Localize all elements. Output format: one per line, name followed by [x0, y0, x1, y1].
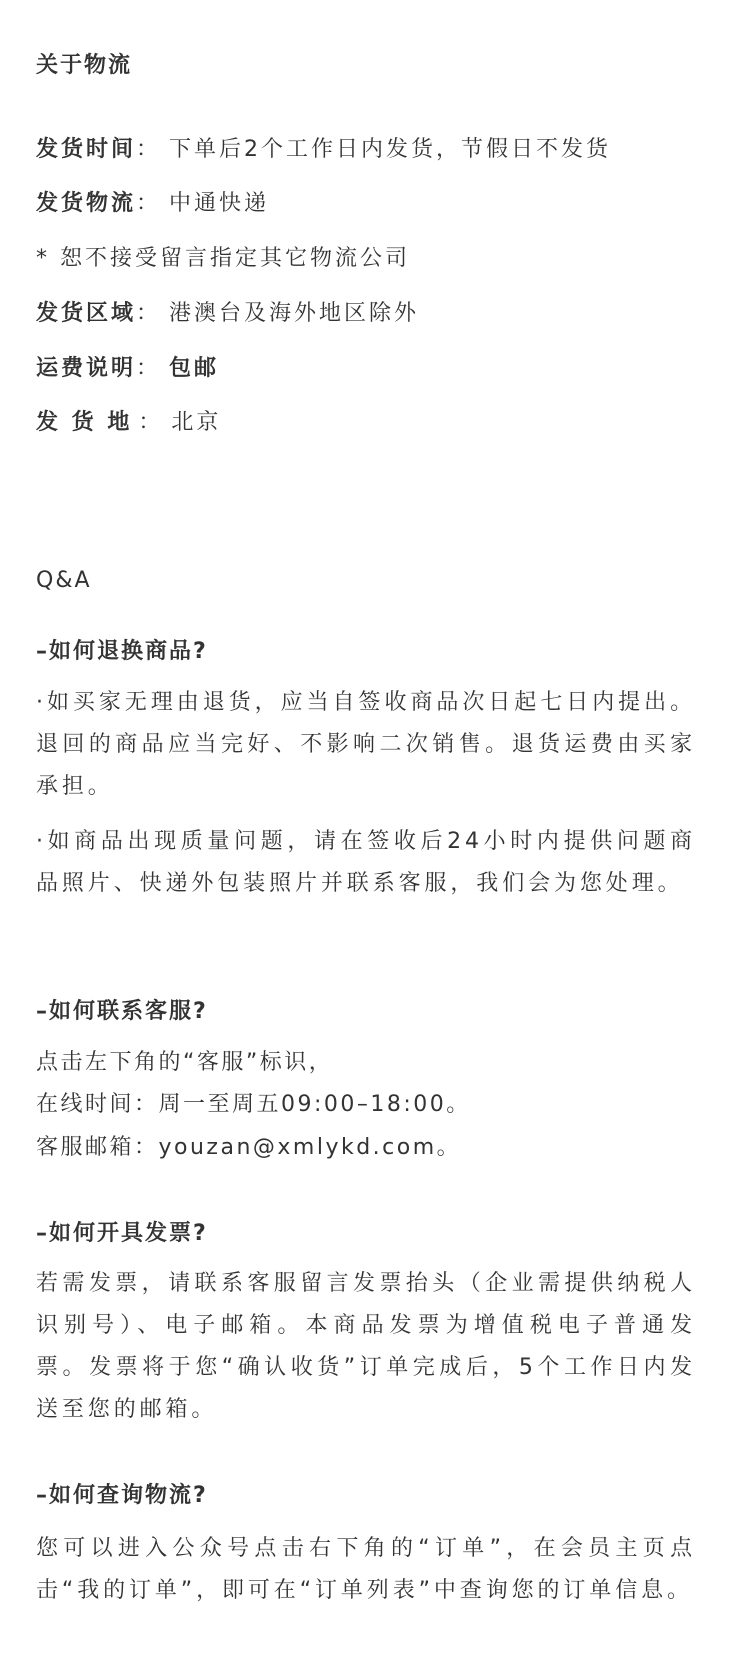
carrier-value: 中通快递	[169, 191, 270, 216]
ship-region-row	[36, 296, 419, 332]
shipping-fee-sep: ：	[136, 356, 162, 381]
ship-origin-sep: ：	[138, 410, 164, 435]
ship-origin-value: 北京	[171, 410, 222, 435]
tracking-question: –如何查询物流?	[36, 1483, 208, 1508]
return-answer-1: ·如买家无理由退货，应当自签收商品次日起七日内提出。退回的商品应当完好、不影响二次销售。退货运费由买家承担。	[36, 690, 696, 799]
carrier-row	[36, 186, 269, 222]
carrier-sep: ：	[136, 191, 162, 216]
ship-time-row	[36, 132, 611, 168]
ship-origin-row	[36, 405, 221, 441]
return-question: –如何退换商品?	[36, 639, 208, 664]
ship-region-sep: ：	[136, 301, 162, 326]
tracking-answer: 您可以进入公众号点击右下角的“订单”，在会员主页点击“我的订单”，即可在“订单列表”中查询您的订单信息。	[36, 1536, 696, 1603]
invoice-answer: 若需发票，请联系客服留言发票抬头（企业需提供纳税人识别号）、电子邮箱。本商品发票为增值税电子普通发票。发票将于您“确认收货”订单完成后，5个工作日内发送至您的邮箱。	[36, 1271, 696, 1422]
return-answer-2: ·如商品出现质量问题，请在签收后24小时内提供问题商品照片、快递外包装照片并联系客服，我们会为您处理。	[36, 829, 696, 896]
contact-line-3: 客服邮箱：youzan@xmlykd.com。	[36, 1135, 462, 1160]
ship-origin-label: 发 货 地	[36, 410, 133, 435]
invoice-question: –如何开具发票?	[36, 1221, 208, 1246]
contact-line-1: 点击左下角的“客服”标识，	[36, 1050, 334, 1075]
shipping-fee-row	[36, 351, 219, 387]
ship-time-sep: ：	[136, 137, 162, 162]
ship-time-label: 发货时间	[36, 137, 137, 162]
ship-region-label: 发货区域	[36, 301, 137, 326]
shipping-fee-value: 包邮	[169, 356, 220, 381]
logistics-title: 关于物流	[36, 53, 133, 78]
carrier-label: 发货物流	[36, 191, 137, 216]
ship-time-value: 下单后2个工作日内发货，节假日不发货	[169, 137, 612, 162]
qa-title: Q&A	[36, 568, 92, 593]
contact-question: –如何联系客服?	[36, 999, 208, 1024]
carrier-note: * 恕不接受留言指定其它物流公司	[36, 246, 410, 271]
shipping-fee-label: 运费说明	[36, 356, 137, 381]
ship-region-value: 港澳台及海外地区除外	[169, 301, 420, 326]
contact-line-2: 在线时间：周一至周五09:00–18:00。	[36, 1092, 471, 1117]
